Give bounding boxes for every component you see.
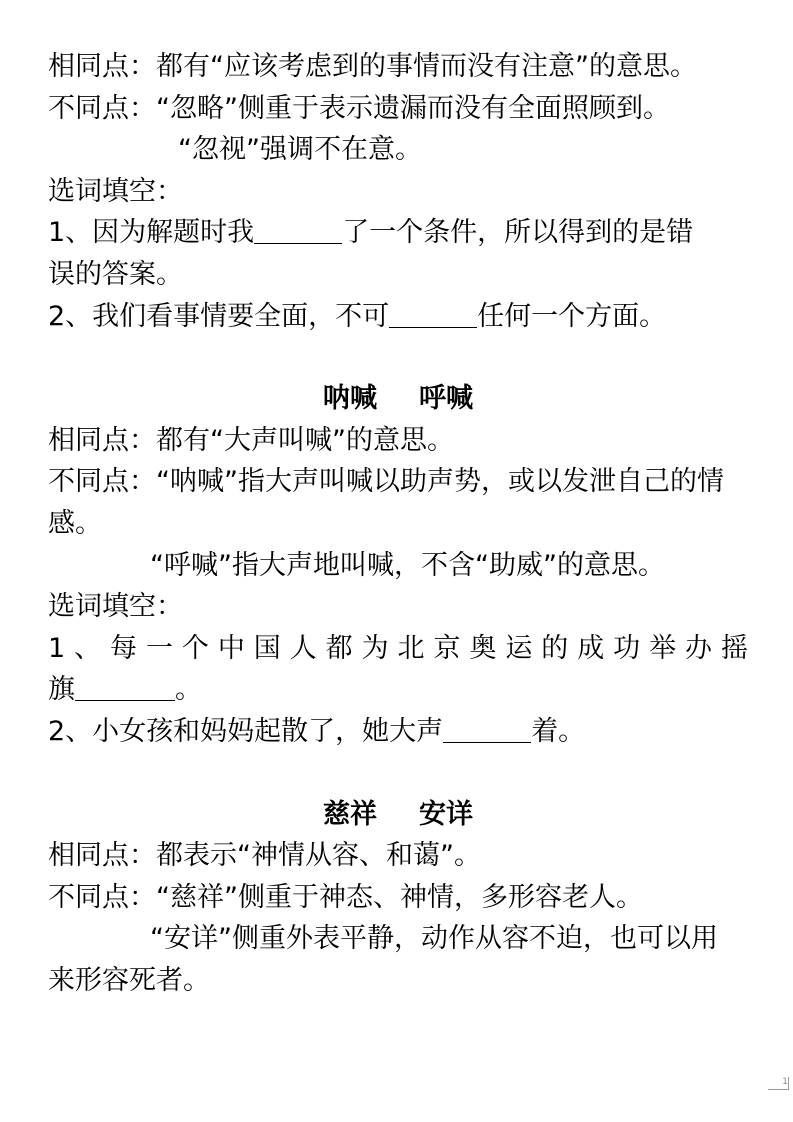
section2-q1-text-c: 。 bbox=[175, 674, 202, 706]
section1-question-2 bbox=[48, 296, 748, 338]
section1-same-point: 相同点：都有“应该考虑到的事情而没有注意”的意思。 bbox=[48, 51, 697, 82]
section1-question-1-cont: 误的答案。 bbox=[48, 258, 183, 290]
section2-difference-1: 不同点：“呐喊”指大声叫喊以助声势，或以发泄自己的情 bbox=[48, 466, 724, 498]
answer-blank bbox=[443, 714, 531, 743]
section2-q1-text-b: 旗 bbox=[48, 674, 75, 706]
section3-same-point: 相同点：都表示“神情从容、和蔼”。 bbox=[48, 840, 481, 872]
section3-difference-1: 不同点：“慈祥”侧重于神态、神情，多形容老人。 bbox=[48, 881, 643, 913]
section2-difference-2: “呼喊”指大声地叫喊，不含“助威”的意思。 bbox=[150, 549, 665, 581]
section1-difference-1: 不同点：“忽略”侧重于表示遗漏而没有全面照顾到。 bbox=[48, 92, 670, 124]
section2-title-word1: 呐喊 bbox=[323, 383, 377, 415]
section1-q2-text-b: 任何一个方面。 bbox=[477, 300, 667, 332]
section3-title-word2: 安详 bbox=[419, 798, 473, 830]
section1-difference-2: “忽视”强调不在意。 bbox=[178, 134, 422, 166]
section3-title bbox=[48, 794, 748, 836]
section1-fill-label: 选词填空： bbox=[48, 175, 183, 207]
section2-question-2 bbox=[48, 711, 748, 753]
section1-q2-text-a: 2、我们看事情要全面，不可 bbox=[48, 300, 390, 332]
page-corner-mark: 1 bbox=[768, 1077, 789, 1090]
section2-title-word2: 呼喊 bbox=[419, 383, 473, 415]
section2-question-1: 1、每一个中国人都为北京奥运的成功举办摇 bbox=[48, 632, 748, 664]
answer-blank bbox=[75, 672, 175, 701]
section3-difference-2: “安详”侧重外表平静，动作从容不迫，也可以用 bbox=[150, 923, 718, 955]
section2-same-point: 相同点：都有“大声叫喊”的意思。 bbox=[48, 424, 454, 456]
answer-blank bbox=[389, 299, 477, 328]
document-page bbox=[48, 46, 748, 1001]
section2-question-1-cont bbox=[48, 669, 748, 711]
section2-title bbox=[48, 378, 748, 420]
section2-difference-1-cont: 感。 bbox=[48, 507, 102, 539]
section1-question-1 bbox=[48, 212, 748, 254]
section3-title-word1: 慈祥 bbox=[323, 798, 377, 830]
answer-blank bbox=[254, 215, 342, 244]
section3-difference-2-cont: 来形容死者。 bbox=[48, 964, 210, 996]
section2-q2-text-b: 着。 bbox=[531, 715, 586, 747]
section2-q2-text-a: 2、小女孩和妈妈起散了，她大声 bbox=[48, 715, 444, 747]
section1-q1-text-a: 1、因为解题时我 bbox=[48, 217, 255, 249]
section2-fill-label: 选词填空： bbox=[48, 591, 183, 623]
section1-q1-text-b: 了一个条件，所以得到的是错 bbox=[342, 217, 694, 249]
